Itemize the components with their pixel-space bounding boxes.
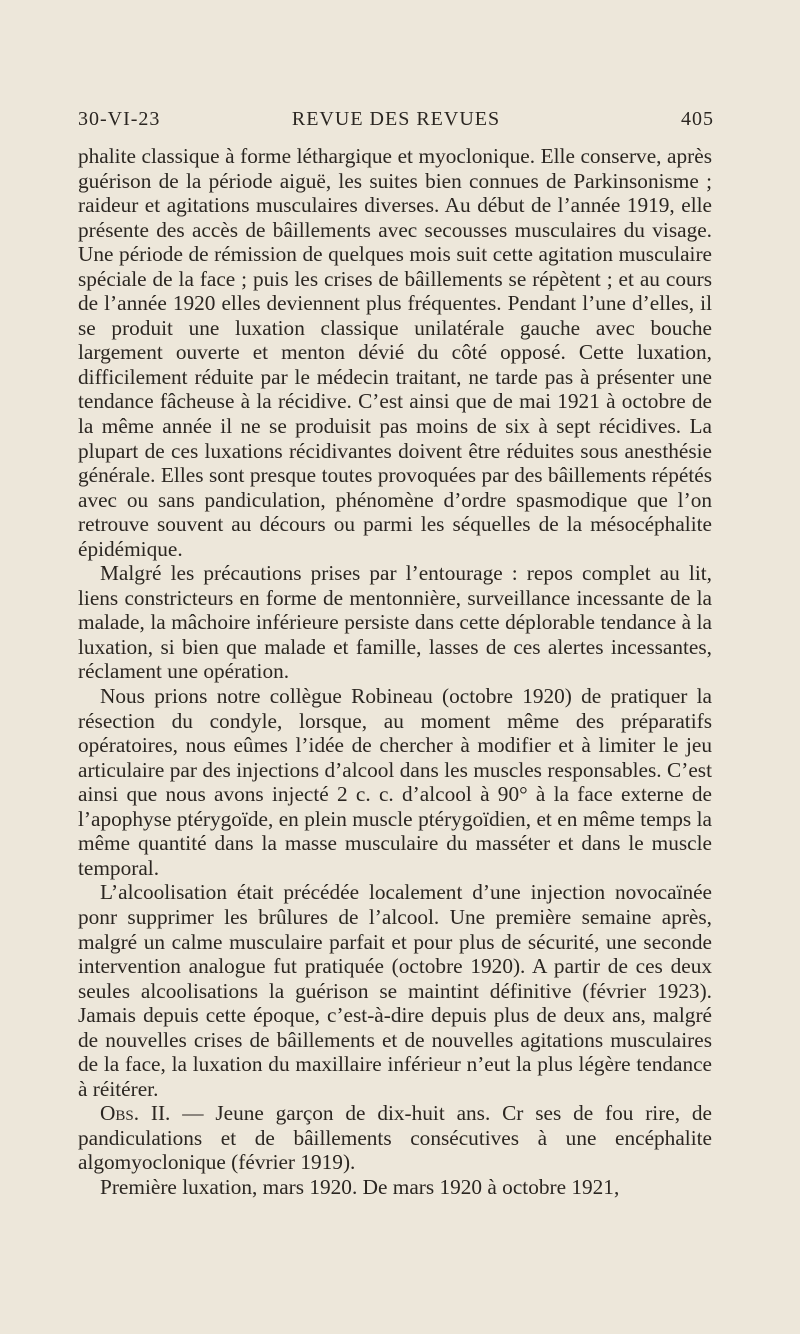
article-body: [78, 144, 712, 1200]
paragraph: Malgré les précautions prises par l’entourage : repos complet au lit, liens constricteurs en forme de mentonnière, surveillance incessante de la malade, la mâchoire inférieure persiste dans cette déplorable tendance à la luxation, si bien que malade et famille, lasses de ces alertes incessantes, réclament une opération.: [78, 561, 712, 684]
page-number: 405: [681, 108, 714, 130]
paragraph: phalite classique à forme léthargique et myoclonique. Elle conserve, après guérison de la période aiguë, les suites bien connues de Parkinsonisme ; raideur et agitations musculaires diverses. Au début de l’année 1919, elle présente des accès de bâillements avec secousses musculaires du visage. Une période de rémission de quelques mois suit cette agitation musculaire spéciale de la face ; puis les crises de bâillements se répètent ; et au cours de l’année 1920 elles deviennent plus fréquentes. Pendant l’une d’elles, il se produit une luxation classique unilatérale gauche avec bouche largement ouverte et menton dévié du côté opposé. Cette luxation, difficilement réduite par le médecin traitant, ne tarde pas à présenter une tendance fâcheuse à la récidive. C’est ainsi que de mai 1921 à octobre de la même année il ne se produisit pas moins de six à sept récidives. La plupart de ces luxations récidivantes doivent être réduites sous anesthésie générale. Elles sont presque toutes provoquées par des bâillements répétés avec ou sans pandiculation, phénomène d’ordre spasmodique que l’on retrouve souvent au décours ou parmi les séquelles de la mésocéphalite épidémique.: [78, 144, 712, 561]
paragraph: Première luxation, mars 1920. De mars 1920 à octobre 1921,: [100, 1174, 620, 1199]
running-head: [78, 108, 714, 138]
running-title: REVUE DES REVUES: [291, 108, 501, 130]
observation-text: — Jeune garçon de dix-huit ans. Cr ses de fou rire, de pandiculations et de bâillements consécutives à une encéphalite algomyoclonique (février 1919).: [78, 1101, 712, 1175]
observation-paragraph: [78, 1101, 712, 1175]
paragraph: Nous prions notre collègue Robineau (octobre 1920) de pratiquer la résection du condyle, lorsque, au moment même des préparatifs opératoires, nous eûmes l’idée de chercher à modifier et à limiter le jeu articulaire par des injections d’alcool dans les muscles responsables. C’est ainsi que nous avons injecté 2 c. c. d’alcool à 90° à la face externe de l’apophyse ptérygoïde, en plein muscle ptérygoïdien, et en même temps la même quantité dans la masse musculaire du masséter et dans le muscle temporal.: [78, 684, 712, 880]
observation-label: Obs. II.: [100, 1101, 171, 1126]
issue-date: 30-VI-23: [78, 108, 161, 130]
paragraph: L’alcoolisation était précédée localement d’une injection novocaïnée ponr supprimer les brûlures de l’alcool. Une première semaine après, malgré un calme musculaire parfait et pour plus de sécurité, une seconde intervention analogue fut pratiquée (octobre 1920). A partir de ces deux seules alcoolisations la guérison se maintint définitive (février 1923). Jamais depuis cette époque, c’est-à-dire depuis plus de deux ans, malgré de nouvelles crises de bâillements et de nouvelles agitations musculaires de la face, la luxation du maxillaire inférieur n’eut la plus légère tendance à réitérer.: [78, 880, 712, 1101]
